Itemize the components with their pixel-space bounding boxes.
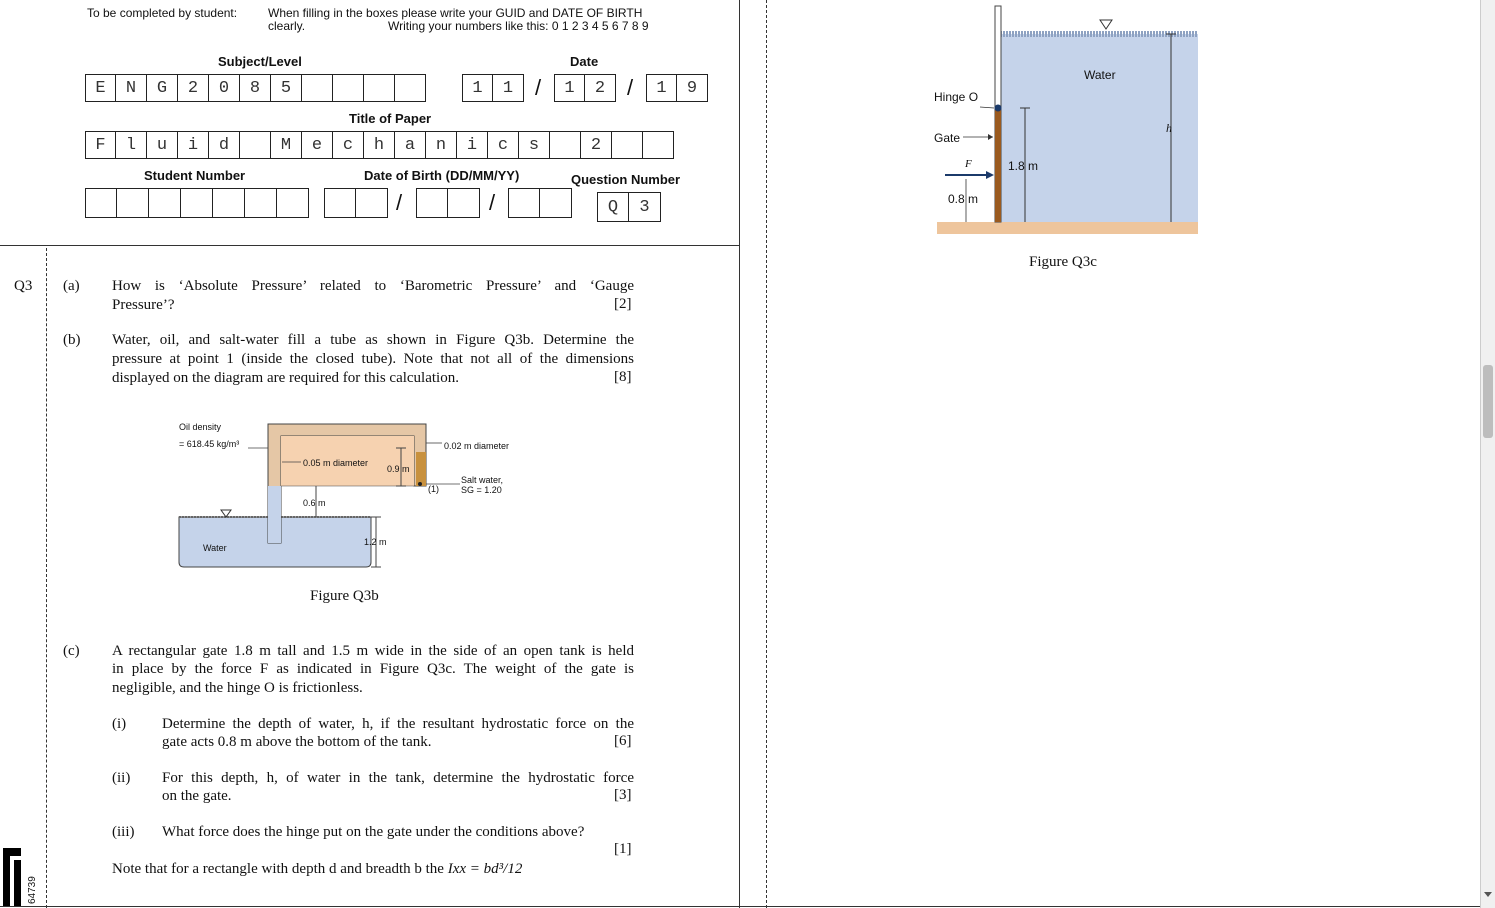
dob-cell[interactable] [540,188,572,218]
instruction-line-1: When filling in the boxes please write your GUID and DATE OF BIRTH [268,6,643,20]
title-cell[interactable]: i [178,131,209,159]
vertical-scrollbar[interactable] [1480,0,1495,908]
student-cell[interactable] [117,188,149,218]
title-cell[interactable]: a [395,131,426,159]
point-1-label: (1) [428,484,439,494]
part-c-line3: negligible, and the hinge O is frictionless. [112,680,363,696]
part-c-iii-mark: [1] [614,841,632,857]
student-cell[interactable] [277,188,309,218]
part-c-line1: A rectangular gate 1.8 m tall and 1.5 m wide in the side of an open tank is held [112,643,634,659]
title-cell[interactable]: c [333,131,364,159]
part-c-ii-line1: For this depth, h, of water in the tank, determine the hydrostatic force [162,770,634,786]
part-a-line1: How is ‘Absolute Pressure’ related to ‘Barometric Pressure’ and ‘Gauge [112,278,634,294]
hinge-label: Hinge O [934,90,979,104]
oil-density-label: Oil density = 618.45 kg/m³ [179,422,240,449]
subject-cell[interactable] [333,74,364,102]
question-cell[interactable]: Q [597,192,629,222]
water-in-leg [268,486,281,543]
student-number-boxes[interactable] [85,188,309,218]
student-cell[interactable] [245,188,277,218]
part-a-mark: [2] [614,296,632,312]
dob-cell[interactable] [356,188,388,218]
title-cell[interactable]: n [426,131,457,159]
depth-h-label: h [1166,121,1172,135]
title-cell[interactable]: d [209,131,240,159]
subject-level-boxes[interactable] [85,74,426,102]
date-cell[interactable]: 1 [646,74,677,102]
dob-cell[interactable] [508,188,540,218]
height-09-label: 0.9 m [387,464,410,474]
part-c-i-mark: [6] [614,733,632,749]
figure-q3b-caption: Figure Q3b [310,588,379,604]
water-label-c: Water [1084,68,1116,82]
title-cell[interactable]: s [519,131,550,159]
tank-floor [937,222,1198,234]
figure-q3c-caption: Figure Q3c [1029,254,1097,270]
part-c-ii-mark: [3] [614,787,632,803]
title-cell[interactable]: e [302,131,333,159]
question-cell[interactable]: 3 [629,192,661,222]
part-c-i-line1: Determine the depth of water, h, if the resultant hydrostatic force on the [162,716,634,732]
student-cell[interactable] [149,188,181,218]
scrollbar-thumb[interactable] [1483,365,1493,438]
question-number-boxes[interactable] [597,192,661,222]
title-cell[interactable]: i [457,131,488,159]
page-separator-dashed [766,0,767,908]
dob-day-boxes[interactable] [324,188,388,218]
student-cell[interactable] [85,188,117,218]
part-c-iii-line1: What force does the hinge put on the gate under the conditions above? [162,824,585,840]
part-b-line2: pressure at point 1 (inside the closed tube). Note that not all of the dimensions [112,351,634,367]
title-cell[interactable]: u [147,131,178,159]
hinge-o [995,105,1002,112]
part-b-label: (b) [63,332,81,348]
question-number: Q3 [14,278,33,294]
part-c-i-label: (i) [112,716,127,732]
dob-year-boxes[interactable] [508,188,572,218]
dob-month-boxes[interactable] [416,188,480,218]
question-number-label: Question Number [571,172,681,187]
ixx-formula: Ixx = bd³/12 [447,861,523,877]
part-c-ii-label: (ii) [112,770,131,786]
title-cell[interactable]: 2 [581,131,612,159]
part-b-line1: Water, oil, and salt-water fill a tube as shown in Figure Q3b. Determine the [112,332,634,348]
to-be-completed-label: To be completed by student: [87,6,238,20]
part-c-ii-line2: on the gate. [162,788,232,804]
title-cell[interactable]: M [271,131,302,159]
subject-cell[interactable] [302,74,333,102]
title-boxes[interactable] [85,131,674,159]
bottom-border [0,906,1480,907]
saltwater-region [416,452,426,486]
free-surface-symbol [221,510,231,517]
title-cell[interactable]: l [116,131,147,159]
height-18-label: 1.8 m [1008,159,1039,173]
subject-cell[interactable]: 5 [271,74,302,102]
dob-cell[interactable] [324,188,356,218]
date-cell[interactable]: 1 [493,74,524,102]
part-c-iii-label: (iii) [112,824,135,840]
student-cell[interactable] [213,188,245,218]
force-label: F [965,158,972,170]
gate-label: Gate [934,131,961,145]
dob-slash: / [489,190,496,215]
force-arrow-head [986,171,994,179]
subject-cell[interactable]: 8 [240,74,271,102]
title-of-paper-label: Title of Paper [349,111,432,126]
dob-label: Date of Birth (DD/MM/YY) [364,168,520,183]
date-year-boxes[interactable] [646,74,708,102]
date-cell[interactable]: 2 [585,74,616,102]
side-code: 64739 [27,876,38,904]
header-divider [0,245,740,246]
date-label: Date [570,54,599,69]
date-cell[interactable]: 1 [554,74,585,102]
part-a-label: (a) [63,278,80,294]
date-slash: / [627,75,634,100]
scroll-down-icon[interactable] [1484,892,1492,897]
height-06-label: 0.6 m [303,498,326,508]
student-cell[interactable] [181,188,213,218]
date-day-boxes[interactable] [462,74,524,102]
part-b-mark: [8] [614,369,632,385]
subject-cell[interactable]: 2 [178,74,209,102]
height-12-label: 1.2 m [364,537,387,547]
subject-level-label: Subject/Level [218,54,302,69]
dob-cell[interactable] [448,188,480,218]
date-month-boxes[interactable] [554,74,616,102]
dob-slash: / [396,190,403,215]
point-1-marker [418,482,422,486]
height-08-label: 0.8 m [948,192,979,206]
part-c-label: (c) [63,643,80,659]
title-cell[interactable] [643,131,674,159]
subject-cell[interactable] [395,74,426,102]
subject-cell[interactable]: E [85,74,116,102]
subject-cell[interactable]: N [116,74,147,102]
subject-cell[interactable]: G [147,74,178,102]
subject-cell[interactable] [364,74,395,102]
date-slash: / [535,75,542,100]
title-cell[interactable]: h [364,131,395,159]
part-c-line2: in place by the force F as indicated in Figure Q3c. The weight of the gate is [112,661,634,677]
subject-cell[interactable]: 0 [209,74,240,102]
title-cell[interactable]: F [85,131,116,159]
date-cell[interactable]: 1 [462,74,493,102]
instruction-line-2: clearly. [268,19,306,33]
diameter-005-label: 0.05 m diameter [303,458,369,468]
barcode-mark [0,848,24,906]
part-c-note: Note that for a rectangle with depth d and breadth b the Ixx = bd³/12 [112,861,523,877]
date-cell[interactable]: 9 [677,74,708,102]
title-cell[interactable] [550,131,581,159]
dob-cell[interactable] [416,188,448,218]
title-cell[interactable] [612,131,643,159]
instruction-line-3: Writing your numbers like this: 0 1 2 3 4 5 6 7 8 9 [388,19,649,33]
saltwater-label: Salt water, SG = 1.20 [461,475,504,495]
title-cell[interactable]: c [488,131,519,159]
student-number-label: Student Number [144,168,246,183]
part-c-i-line2: gate acts 0.8 m above the bottom of the tank. [162,734,432,750]
gate [995,108,1001,222]
water-label-b: Water [203,543,227,553]
page-right-edge [739,0,740,908]
diameter-002-label: 0.02 m diameter [444,441,510,451]
part-b-line3: displayed on the diagram are required for this calculation. [112,370,459,386]
margin-dashed-line [46,248,47,908]
title-cell[interactable] [240,131,271,159]
free-surface-symbol-c [1100,20,1112,29]
part-a-line2: Pressure’? [112,297,175,313]
